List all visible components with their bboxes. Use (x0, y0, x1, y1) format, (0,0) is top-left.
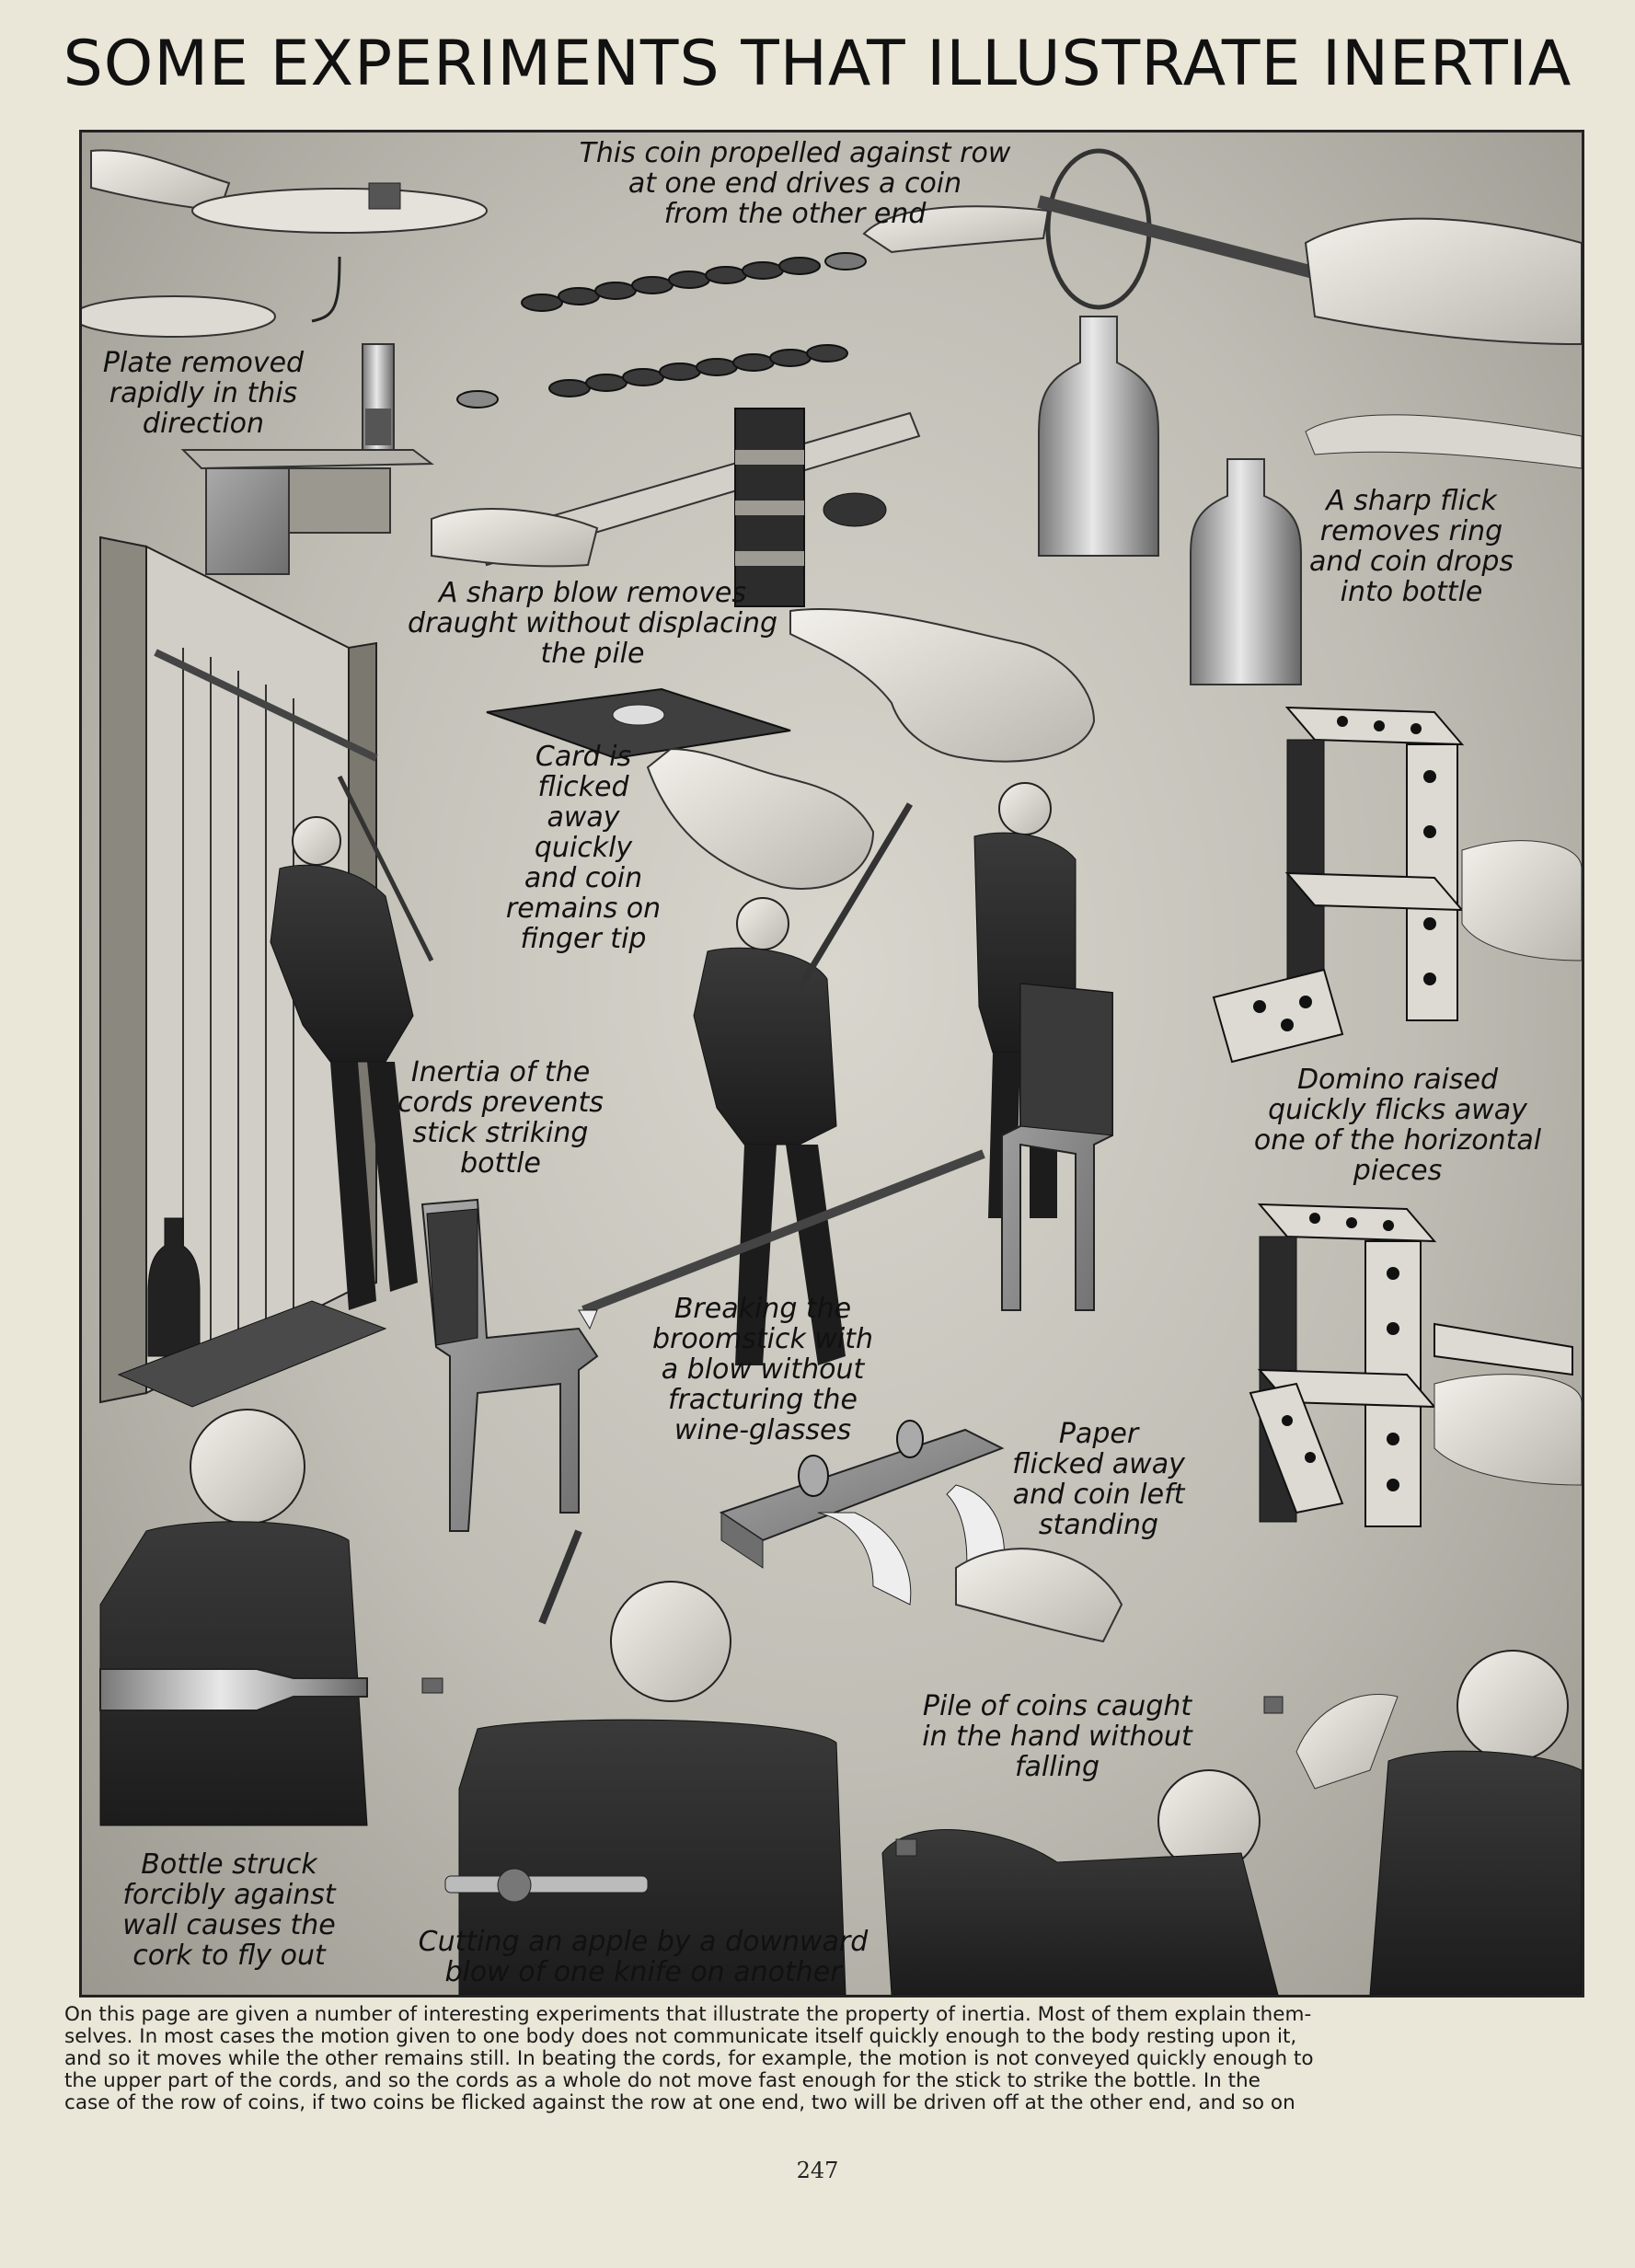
caption-plate: Plate removed rapidly in this direction (102, 347, 305, 440)
caption-ring: A sharp flick removes ring and coin drops into bottle (1308, 485, 1514, 608)
man-with-bottle (100, 1410, 443, 1825)
paragraph-line: case of the row of coins, if two coins be flicked against the row at one end, two will be driven off at the other end, and so on (64, 2091, 1295, 2114)
caption-apple: Cutting an apple by a downward blow of one knife on another (418, 1926, 869, 1988)
caption-broomstick: Breaking the broomstick with a blow without fracturing the wine-glasses (651, 1293, 874, 1446)
caption-pile-coins: Pile of coins caught in the hand without falling (922, 1690, 1192, 1783)
explanatory-paragraph (64, 2004, 1583, 2114)
page-title: SOME EXPERIMENTS THAT ILLUSTRATE INERTIA (63, 28, 1572, 100)
paragraph-line: and so it moves while the other remains still. In beating the cords, for example, the motion is not conveyed quickly enough to (64, 2047, 1314, 2070)
caption-paper: Paper flicked away and coin left standing (1012, 1418, 1185, 1541)
caption-draught: A sharp blow removes draught without displacing the pile (407, 577, 778, 670)
caption-card: Card is flicked away quickly and coin remains on finger tip (505, 741, 662, 955)
caption-bottle: Bottle struck forcibly against wall causes the cork to fly out (122, 1848, 336, 1972)
paragraph-line: the upper part of the cords, and so the cords as a whole do not move fast enough for the stick to strike the bottle. In the (64, 2069, 1261, 2092)
paragraph-line: selves. In most cases the motion given to one body does not communicate itself quickly enough to the body resting upon it, (64, 2025, 1297, 2048)
coin-row-experiment (457, 206, 1048, 408)
caption-cords: Inertia of the cords prevents stick striking bottle (397, 1056, 604, 1180)
domino-tower-bottom (1250, 1204, 1582, 1526)
inertia-illustration (79, 130, 1584, 1997)
caption-coin-row: This coin propelled against row at one end drives a coin from the other end (579, 137, 1011, 230)
domino-tower-top (1214, 708, 1582, 1062)
caption-domino: Domino raised quickly flicks away one of the horizontal pieces (1253, 1064, 1542, 1187)
pointing-hand (790, 609, 1094, 762)
paragraph-line: On this page are given a number of interesting experiments that illustrate the property of inertia. Most of them explain them- (64, 2003, 1312, 2026)
page-number: 247 (796, 2158, 839, 2183)
